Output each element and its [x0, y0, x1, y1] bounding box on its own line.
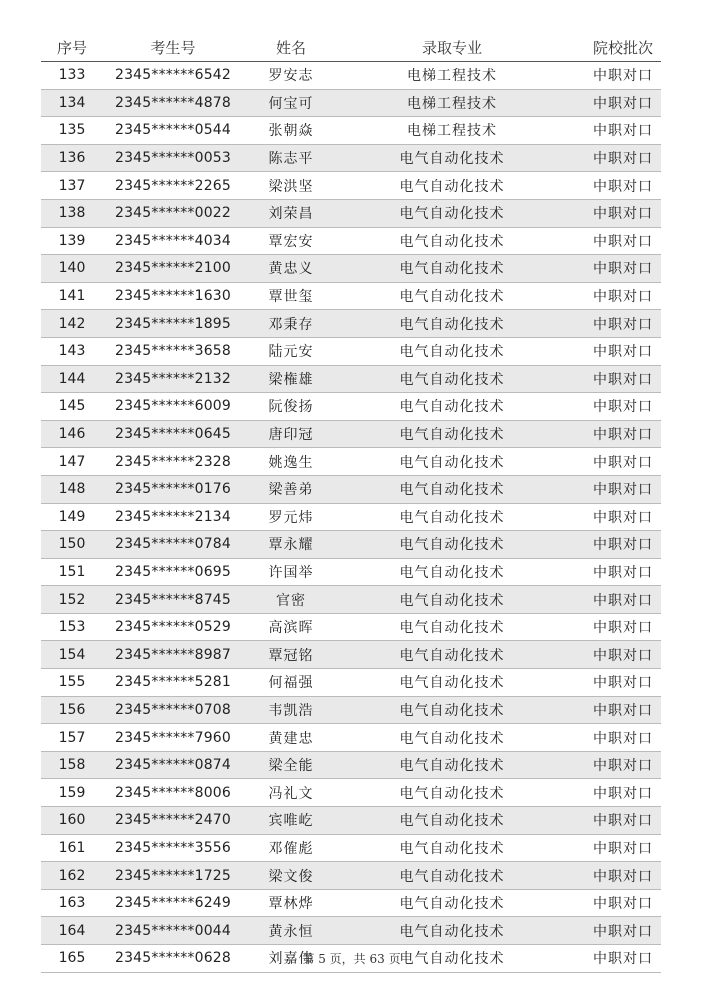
cell-name: 何宝可	[243, 89, 339, 117]
cell-major: 电梯工程技术	[339, 62, 565, 90]
cell-seq: 140	[41, 255, 103, 283]
cell-name: 罗元炜	[243, 503, 339, 531]
cell-name: 梁全能	[243, 751, 339, 779]
cell-exam-id: 2345******0874	[103, 751, 243, 779]
cell-seq: 133	[41, 62, 103, 90]
cell-major: 电气自动化技术	[339, 172, 565, 200]
cell-exam-id: 2345******6542	[103, 62, 243, 90]
cell-exam-id: 2345******7960	[103, 724, 243, 752]
cell-exam-id: 2345******0695	[103, 558, 243, 586]
cell-batch: 中职对口	[565, 531, 661, 559]
table-body	[41, 62, 661, 973]
cell-major: 电气自动化技术	[339, 696, 565, 724]
cell-major: 电气自动化技术	[339, 420, 565, 448]
table-row	[41, 613, 661, 641]
cell-batch: 中职对口	[565, 227, 661, 255]
table-row	[41, 89, 661, 117]
table-row	[41, 807, 661, 835]
cell-exam-id: 2345******4034	[103, 227, 243, 255]
cell-seq: 138	[41, 199, 103, 227]
cell-name: 黄忠义	[243, 255, 339, 283]
cell-batch: 中职对口	[565, 448, 661, 476]
cell-major: 电气自动化技术	[339, 917, 565, 945]
cell-exam-id: 2345******5281	[103, 669, 243, 697]
cell-name: 唐印冠	[243, 420, 339, 448]
cell-seq: 149	[41, 503, 103, 531]
table-row	[41, 310, 661, 338]
cell-major: 电气自动化技术	[339, 227, 565, 255]
table-header-row	[41, 33, 661, 62]
cell-major: 电气自动化技术	[339, 724, 565, 752]
cell-seq: 161	[41, 834, 103, 862]
header-name: 姓名	[243, 33, 339, 62]
cell-name: 刘嘉伟	[243, 945, 339, 973]
cell-batch: 中职对口	[565, 475, 661, 503]
cell-exam-id: 2345******2328	[103, 448, 243, 476]
cell-batch: 中职对口	[565, 282, 661, 310]
cell-name: 梁権雄	[243, 365, 339, 393]
table-row	[41, 669, 661, 697]
cell-major: 电梯工程技术	[339, 89, 565, 117]
cell-exam-id: 2345******1895	[103, 310, 243, 338]
cell-batch: 中职对口	[565, 751, 661, 779]
cell-batch: 中职对口	[565, 779, 661, 807]
page-footer: 第 5 页，共 63 页	[302, 952, 401, 966]
cell-name: 梁文俊	[243, 862, 339, 890]
cell-exam-id: 2345******0053	[103, 144, 243, 172]
cell-name: 许国举	[243, 558, 339, 586]
cell-exam-id: 2345******3556	[103, 834, 243, 862]
cell-major: 电气自动化技术	[339, 365, 565, 393]
cell-major: 电气自动化技术	[339, 558, 565, 586]
table-row	[41, 144, 661, 172]
cell-seq: 147	[41, 448, 103, 476]
cell-batch: 中职对口	[565, 172, 661, 200]
table-row	[41, 834, 661, 862]
cell-major: 电气自动化技术	[339, 586, 565, 614]
table-row	[41, 282, 661, 310]
cell-major: 电气自动化技术	[339, 945, 565, 973]
cell-seq: 141	[41, 282, 103, 310]
cell-major: 电气自动化技术	[339, 862, 565, 890]
cell-seq: 148	[41, 475, 103, 503]
table-row	[41, 641, 661, 669]
cell-seq: 145	[41, 393, 103, 421]
header-batch: 院校批次	[565, 33, 661, 62]
table-row	[41, 917, 661, 945]
cell-name: 黄建忠	[243, 724, 339, 752]
table-row	[41, 337, 661, 365]
cell-name: 黄永恒	[243, 917, 339, 945]
table-row	[41, 62, 661, 90]
cell-major: 电气自动化技术	[339, 199, 565, 227]
cell-batch: 中职对口	[565, 669, 661, 697]
cell-name: 官密	[243, 586, 339, 614]
cell-seq: 151	[41, 558, 103, 586]
cell-exam-id: 2345******0529	[103, 613, 243, 641]
cell-seq: 137	[41, 172, 103, 200]
cell-name: 高滨晖	[243, 613, 339, 641]
cell-name: 邓傕彪	[243, 834, 339, 862]
cell-seq: 143	[41, 337, 103, 365]
cell-major: 电气自动化技术	[339, 807, 565, 835]
cell-name: 陈志平	[243, 144, 339, 172]
table-row	[41, 531, 661, 559]
cell-batch: 中职对口	[565, 724, 661, 752]
cell-exam-id: 2345******0645	[103, 420, 243, 448]
cell-seq: 152	[41, 586, 103, 614]
cell-major: 电气自动化技术	[339, 310, 565, 338]
cell-seq: 144	[41, 365, 103, 393]
cell-exam-id: 2345******2265	[103, 172, 243, 200]
header-exam-id: 考生号	[103, 33, 243, 62]
cell-seq: 154	[41, 641, 103, 669]
cell-batch: 中职对口	[565, 586, 661, 614]
cell-exam-id: 2345******8987	[103, 641, 243, 669]
cell-batch: 中职对口	[565, 862, 661, 890]
table-row	[41, 586, 661, 614]
cell-batch: 中职对口	[565, 834, 661, 862]
cell-major: 电气自动化技术	[339, 282, 565, 310]
cell-seq: 153	[41, 613, 103, 641]
cell-major: 电气自动化技术	[339, 613, 565, 641]
cell-name: 梁洪坚	[243, 172, 339, 200]
cell-seq: 157	[41, 724, 103, 752]
cell-batch: 中职对口	[565, 365, 661, 393]
table-row	[41, 475, 661, 503]
cell-exam-id: 2345******2100	[103, 255, 243, 283]
cell-exam-id: 2345******0784	[103, 531, 243, 559]
cell-name: 陆元安	[243, 337, 339, 365]
table-row	[41, 862, 661, 890]
cell-seq: 165	[41, 945, 103, 973]
cell-seq: 160	[41, 807, 103, 835]
cell-major: 电气自动化技术	[339, 337, 565, 365]
cell-exam-id: 2345******0708	[103, 696, 243, 724]
table-row	[41, 503, 661, 531]
table-row	[41, 889, 661, 917]
cell-exam-id: 2345******8006	[103, 779, 243, 807]
cell-batch: 中职对口	[565, 420, 661, 448]
cell-major: 电气自动化技术	[339, 393, 565, 421]
cell-seq: 135	[41, 117, 103, 145]
cell-exam-id: 2345******0628	[103, 945, 243, 973]
cell-name: 覃世玺	[243, 282, 339, 310]
cell-major: 电气自动化技术	[339, 641, 565, 669]
cell-name: 冯礼文	[243, 779, 339, 807]
cell-name: 宾唯屹	[243, 807, 339, 835]
header-major: 录取专业	[339, 33, 565, 62]
table-row	[41, 255, 661, 283]
table-row	[41, 724, 661, 752]
cell-batch: 中职对口	[565, 117, 661, 145]
cell-seq: 150	[41, 531, 103, 559]
cell-batch: 中职对口	[565, 144, 661, 172]
cell-batch: 中职对口	[565, 917, 661, 945]
cell-batch: 中职对口	[565, 558, 661, 586]
cell-major: 电气自动化技术	[339, 531, 565, 559]
cell-exam-id: 2345******1725	[103, 862, 243, 890]
table-row	[41, 696, 661, 724]
cell-exam-id: 2345******2134	[103, 503, 243, 531]
cell-batch: 中职对口	[565, 89, 661, 117]
cell-name: 覃林烨	[243, 889, 339, 917]
cell-major: 电气自动化技术	[339, 144, 565, 172]
cell-seq: 155	[41, 669, 103, 697]
cell-name: 姚逸生	[243, 448, 339, 476]
cell-exam-id: 2345******8745	[103, 586, 243, 614]
cell-seq: 158	[41, 751, 103, 779]
cell-major: 电气自动化技术	[339, 255, 565, 283]
cell-seq: 163	[41, 889, 103, 917]
cell-seq: 142	[41, 310, 103, 338]
cell-major: 电气自动化技术	[339, 751, 565, 779]
table-row	[41, 172, 661, 200]
cell-exam-id: 2345******0176	[103, 475, 243, 503]
cell-seq: 164	[41, 917, 103, 945]
cell-name: 罗安志	[243, 62, 339, 90]
cell-exam-id: 2345******0544	[103, 117, 243, 145]
cell-name: 邓秉存	[243, 310, 339, 338]
cell-exam-id: 2345******4878	[103, 89, 243, 117]
cell-major: 电气自动化技术	[339, 779, 565, 807]
cell-seq: 156	[41, 696, 103, 724]
cell-name: 张朝焱	[243, 117, 339, 145]
table-row	[41, 779, 661, 807]
cell-batch: 中职对口	[565, 503, 661, 531]
table-row	[41, 199, 661, 227]
cell-batch: 中职对口	[565, 807, 661, 835]
cell-name: 韦凯浩	[243, 696, 339, 724]
cell-major: 电气自动化技术	[339, 669, 565, 697]
cell-seq: 146	[41, 420, 103, 448]
admission-table	[41, 33, 661, 973]
cell-seq: 139	[41, 227, 103, 255]
cell-batch: 中职对口	[565, 613, 661, 641]
table-row	[41, 448, 661, 476]
table-row	[41, 751, 661, 779]
cell-exam-id: 2345******2132	[103, 365, 243, 393]
cell-name: 梁善弟	[243, 475, 339, 503]
cell-name: 何福强	[243, 669, 339, 697]
cell-major: 电气自动化技术	[339, 834, 565, 862]
cell-seq: 134	[41, 89, 103, 117]
cell-batch: 中职对口	[565, 255, 661, 283]
header-seq: 序号	[41, 33, 103, 62]
cell-name: 覃宏安	[243, 227, 339, 255]
cell-batch: 中职对口	[565, 945, 661, 973]
cell-major: 电气自动化技术	[339, 475, 565, 503]
cell-exam-id: 2345******1630	[103, 282, 243, 310]
cell-exam-id: 2345******6249	[103, 889, 243, 917]
cell-name: 覃冠铭	[243, 641, 339, 669]
table-row	[41, 558, 661, 586]
cell-major: 电梯工程技术	[339, 117, 565, 145]
cell-major: 电气自动化技术	[339, 889, 565, 917]
cell-exam-id: 2345******3658	[103, 337, 243, 365]
cell-batch: 中职对口	[565, 337, 661, 365]
cell-batch: 中职对口	[565, 393, 661, 421]
cell-batch: 中职对口	[565, 696, 661, 724]
table-row	[41, 227, 661, 255]
cell-exam-id: 2345******6009	[103, 393, 243, 421]
cell-batch: 中职对口	[565, 310, 661, 338]
table-row	[41, 365, 661, 393]
cell-name: 阮俊扬	[243, 393, 339, 421]
cell-major: 电气自动化技术	[339, 503, 565, 531]
table-row	[41, 393, 661, 421]
table-row	[41, 420, 661, 448]
cell-batch: 中职对口	[565, 199, 661, 227]
cell-name: 刘荣昌	[243, 199, 339, 227]
cell-exam-id: 2345******0022	[103, 199, 243, 227]
cell-batch: 中职对口	[565, 641, 661, 669]
cell-name: 覃永耀	[243, 531, 339, 559]
cell-seq: 162	[41, 862, 103, 890]
cell-batch: 中职对口	[565, 62, 661, 90]
table-row	[41, 117, 661, 145]
cell-exam-id: 2345******2470	[103, 807, 243, 835]
cell-major: 电气自动化技术	[339, 448, 565, 476]
cell-seq: 159	[41, 779, 103, 807]
cell-seq: 136	[41, 144, 103, 172]
cell-exam-id: 2345******0044	[103, 917, 243, 945]
cell-batch: 中职对口	[565, 889, 661, 917]
